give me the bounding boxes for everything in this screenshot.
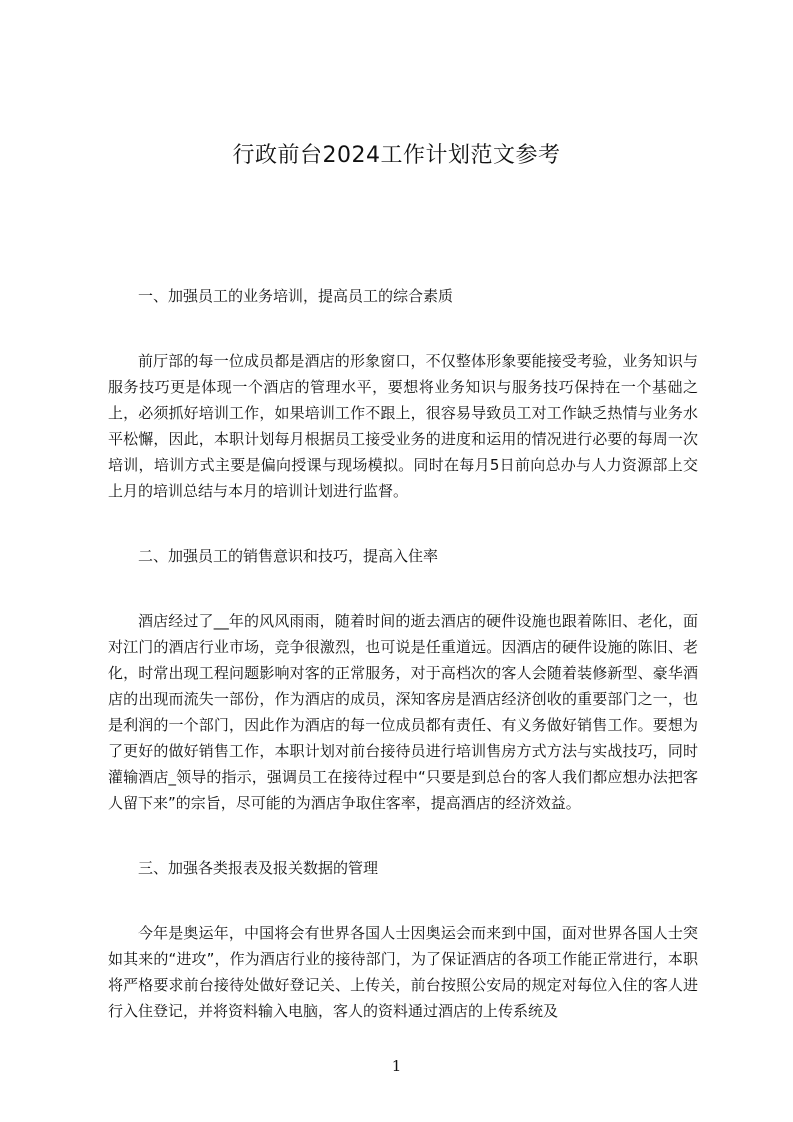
document-body — [108, 283, 698, 1063]
section-paragraph-3: 今年是奥运年，中国将会有世界各国人士因奥运会而来到中国，面对世界各国人士突如其来的“进攻”，作为酒店行业的接待部门，为了保证酒店的各项工作能正常进行，本职将严格要求前台接待处做好登记关、上传关，前台按照公安局的规定对每位入住的客人进行入住登记，并将资料输入电脑，客人的资料通过酒店的上传系统及 — [108, 924, 698, 1020]
section-heading-2: 二、加强员工的销售意识和技巧，提高入住率 — [138, 547, 439, 565]
document-title: 行政前台2024工作计划范文参考 — [232, 143, 561, 168]
page-number: 1 — [391, 1057, 402, 1075]
section-heading-3: 三、加强各类报表及报关数据的管理 — [138, 859, 379, 877]
section-paragraph-1: 前厅部的每一位成员都是酒店的形象窗口，不仅整体形象要能接受考验，业务知识与服务技巧更是体现一个酒店的管理水平，要想将业务知识与服务技巧保持在一个基础之上，必须抓好培训工作，如果培训工作不跟上，很容易导致员工对工作缺乏热情与业务水平松懈，因此，本职计划每月根据员工接受业务的进度和运用的情况进行必要的每周一次培训，培训方式主要是偏向授课与现场模拟。同时在每月5日前向总办与人力资源部上交上月的培训总结与本月的培训计划进行监督。 — [108, 352, 698, 500]
section-paragraph-2: 酒店经过了__年的风风雨雨，随着时间的逝去酒店的硬件设施也跟着陈旧、老化，面对江门的酒店行业市场，竞争很激烈，也可说是任重道远。因酒店的硬件设施的陈旧、老化，时常出现工程问题影响对客的正常服务，对于高档次的客人会随着装修新型、豪华酒店的出现而流失一部份，作为酒店的成员，深知客房是酒店经济创收的重要部门之一，也是利润的一个部门，因此作为酒店的每一位成员都有责任、有义务做好销售工作。要想为了更好的做好销售工作，本职计划对前台接待员进行培训售房方式方法与实战技巧，同时灌输酒店_领导的指示，强调员工在接待过程中“只要是到总台的客人我们都应想办法把客人留下来”的宗旨，尽可能的为酒店争取住客率，提高酒店的经济效益。 — [108, 612, 698, 812]
section-heading-1: 一、加强员工的业务培训，提高员工的综合素质 — [138, 287, 454, 305]
